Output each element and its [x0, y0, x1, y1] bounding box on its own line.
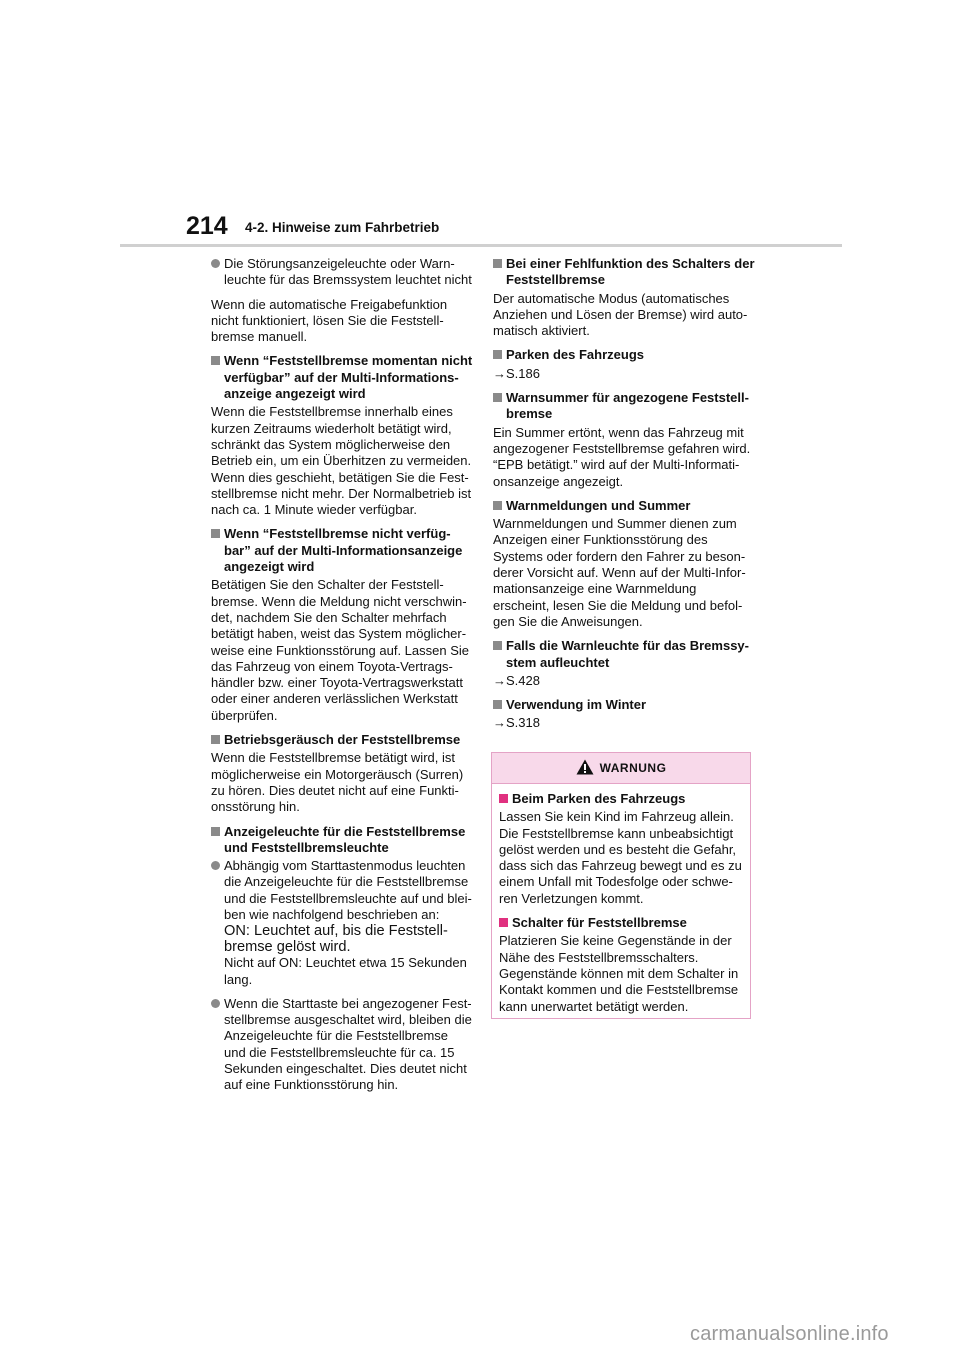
list-item: Abhängig vom Starttastenmodus leuchten die Anzeigeleuchte für die Feststellbremse und die Feststellbremsleuchte auf und blei-ben wie nachfolgend beschrieben an: ON: Leuchtet auf, bis die Feststell-bremse gelöst wird. Nicht auf ON: Leuchtet etwa 15 Sekunden lang.: [211, 858, 473, 988]
paragraph: Wenn die automatische Freigabefunktion nicht funktioniert, lösen Sie die Feststell-bremse manuell.: [211, 296, 448, 345]
warning-title: WARNUNG: [599, 761, 667, 775]
section-title: 4-2. Hinweise zum Fahrbetrieb: [245, 220, 440, 235]
page-reference[interactable]: →S.318: [493, 715, 540, 731]
subheading: Schalter für Feststellbremse: [499, 915, 744, 931]
page-reference[interactable]: →S.186: [493, 365, 540, 381]
paragraph: Warnmeldungen und Summer dienen zum Anzeigen einer Funktionsstörung des Systems oder fordern den Fahrer zu beson-derer Vorsicht auf. Wenn auf der Multi-Infor-mationsanzeige eine Warnmeldung erscheint, lesen Sie die Meldung und befol-gen Sie die Anweisungen.: [493, 516, 746, 629]
paragraph: Wenn die Feststellbremse betätigt wird, ist möglicherweise ein Motorgeräusch (Surren) zu hören. Dies deutet nicht auf eine Funkti-onsstörung hin.: [211, 750, 464, 815]
subheading: Betriebsgeräusch der Feststellbremse: [211, 732, 473, 748]
page-reference[interactable]: →S.428: [493, 672, 540, 688]
subheading: Bei einer Fehlfunktion des Schalters der Feststellbremse: [493, 256, 755, 289]
on-mode-text: ON: Leuchtet auf, bis die Feststell-bremse gelöst wird.: [224, 923, 448, 956]
square-bullet-icon: [499, 794, 508, 803]
subheading: Anzeigeleuchte für die Feststellbremse und Feststellbremsleuchte: [211, 824, 473, 857]
square-bullet-icon: [493, 501, 502, 510]
subheading: Parken des Fahrzeugs: [493, 347, 755, 363]
square-bullet-icon: [211, 356, 220, 365]
square-bullet-icon: [211, 827, 220, 836]
square-bullet-icon: [493, 700, 502, 709]
paragraph: Platzieren Sie keine Gegenstände in der Nähe des Feststellbremsschalters. Gegenstände können mit dem Schalter in Kontakt kommen und die Feststellbremse kann unerwartet betätigt werden.: [499, 933, 739, 1014]
paragraph: Wenn die Feststellbremse innerhalb eines kurzen Zeitraums wiederholt betätigt wird, schränkt das System möglicherweise den Betrieb ein, um ein Überhitzen zu vermeiden. Wenn dies geschieht, betätigen Sie die Fest-stellbremse nicht mehr. Der Normalbetrieb ist nach ca. 1 Minute wieder verfügbar.: [211, 404, 472, 518]
paragraph: Ein Summer ertönt, wenn das Fahrzeug mit angezogener Feststellbremse gefahren wird. “EPB betätigt.” wird auf der Multi-Informati-onsanzeige angezeigt.: [493, 424, 751, 489]
subheading: Wenn “Feststellbremse momentan nicht verfügbar” auf der Multi-Informations-anzeige angezeigt wird: [211, 353, 473, 402]
right-column: [493, 256, 755, 740]
circle-bullet-icon: [211, 861, 220, 870]
subheading: Verwendung im Winter: [493, 697, 755, 713]
square-bullet-icon: [493, 641, 502, 650]
paragraph: Betätigen Sie den Schalter der Feststell-bremse. Wenn die Meldung nicht verschwin-det, nachdem Sie den Schalter mehrfach betätigt haben, weist das System möglicher-weise eine Funktionsstörung auf. Lassen Sie das Fahrzeug von einem Toyota-Vertrags-händler bzw. einer Toyota-Vertragswerkstatt oder einer anderen verlässlichen Werkstatt überprüfen.: [211, 577, 469, 723]
watermark: carmanualsonline.info: [690, 1323, 889, 1345]
paragraph: Der automatische Modus (automatisches Anziehen und Lösen der Bremse) wird auto-matisch aktiviert.: [493, 290, 748, 339]
list-item: Wenn die Starttaste bei angezogener Fest-stellbremse ausgeschaltet wird, bleiben die Anzeigeleuchte für die Feststellbremse und die Feststellbremsleuchte für ca. 15 Sekunden eingeschaltet. Dies deutet nicht auf eine Funktionsstörung hin.: [211, 996, 473, 1094]
warning-body: [492, 784, 750, 1015]
subheading: Falls die Warnleuchte für das Bremssy-stem aufleuchtet: [493, 638, 755, 671]
square-bullet-icon: [493, 350, 502, 359]
square-bullet-icon: [499, 918, 508, 927]
square-bullet-icon: [493, 393, 502, 402]
circle-bullet-icon: [211, 999, 220, 1008]
left-column: [211, 256, 473, 1102]
square-bullet-icon: [493, 259, 502, 268]
subheading: Warnmeldungen und Summer: [493, 498, 755, 514]
warning-header: [492, 753, 750, 784]
warning-triangle-icon: [576, 759, 594, 775]
subheading: Beim Parken des Fahrzeugs: [499, 791, 744, 807]
warning-box: [491, 752, 751, 1019]
list-item: Die Störungsanzeigeleuchte oder Warn-leuchte für das Bremssystem leuchtet nicht: [211, 256, 473, 289]
subheading: Warnsummer für angezogene Feststell-bremse: [493, 390, 755, 423]
page-number: 214: [186, 212, 228, 240]
subheading: Wenn “Feststellbremse nicht verfüg-bar” auf der Multi-Informationsanzeige angezeigt wird: [211, 526, 473, 575]
circle-bullet-icon: [211, 259, 220, 268]
square-bullet-icon: [211, 735, 220, 744]
paragraph: Lassen Sie kein Kind im Fahrzeug allein. Die Feststellbremse kann unbeabsichtigt gelöst werden und es besteht die Gefahr, dass sich das Fahrzeug bewegt und es zu einem Unfall mit Todesfolge oder schwe-ren Verletzungen kommt.: [499, 809, 742, 906]
square-bullet-icon: [211, 529, 220, 538]
header-rule: [120, 244, 842, 247]
off-mode-text: Nicht auf ON: Leuchtet etwa 15 Sekunden lang.: [224, 955, 467, 987]
